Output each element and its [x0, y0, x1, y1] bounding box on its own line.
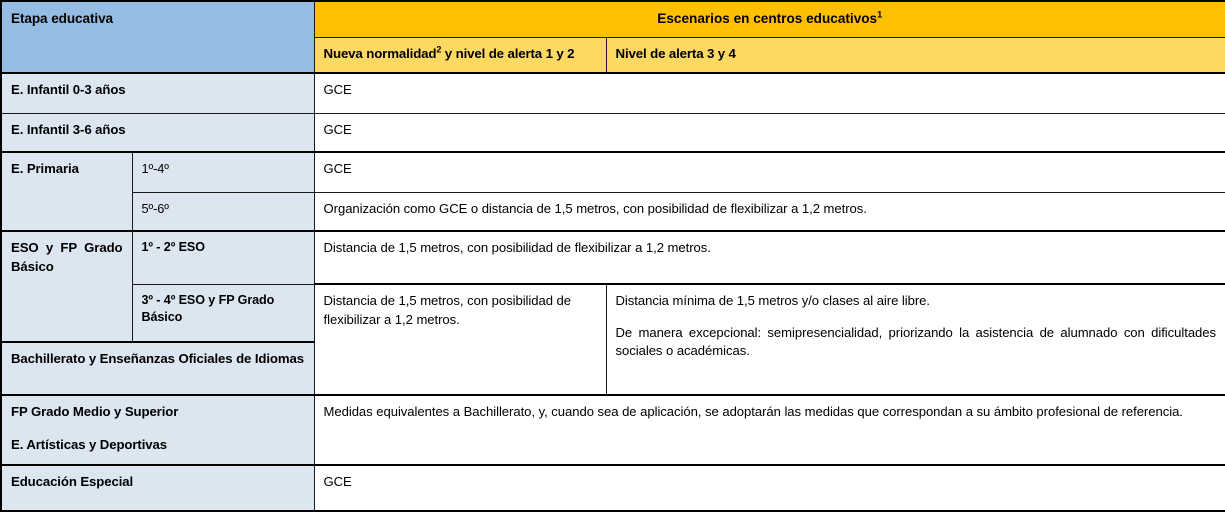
- content-primaria-1-4: GCE: [314, 152, 1225, 192]
- stage-label-infantil-0-3: E. Infantil 0-3 años: [1, 73, 314, 113]
- table-row: [1, 465, 1225, 511]
- header-col-new-normality-label-a: Nueva normalidad: [323, 45, 437, 61]
- table-row: [1, 152, 1225, 192]
- stage-label-eso-fp-basico: ESO y FP Grado Básico: [1, 231, 132, 342]
- header-scenarios-label: Escenarios en centros educativos: [657, 11, 878, 26]
- header-col-new-normality-footnote-marker: 2: [436, 44, 442, 55]
- table-row: [1, 192, 1225, 231]
- stage-label-infantil-3-6: E. Infantil 3-6 años: [1, 113, 314, 152]
- table-row: [1, 284, 1225, 342]
- table-row: [1, 113, 1225, 152]
- header-stage-column: Etapa educativa: [1, 1, 314, 73]
- content-educacion-especial: GCE: [314, 465, 1225, 511]
- content-alert-paragraph-2: De manera excepcional: semipresencialidad, priorizando la asistencia de alumnado con dificultades sociales o académicas.: [615, 324, 1217, 359]
- header-col-new-normality: [314, 37, 606, 73]
- header-scenarios-footnote-marker: 1: [877, 9, 883, 20]
- stage-label-bachillerato-idiomas: Bachillerato y Enseñanzas Oficiales de Idiomas: [1, 342, 314, 395]
- sublevel-primaria-1-4: 1º-4º: [132, 152, 314, 192]
- table-row: [1, 231, 1225, 284]
- content-fp-medio-superior: Medidas equivalentes a Bachillerato, y, cuando sea de aplicación, se adoptarán las medidas que correspondan a su ámbito profesional de referencia.: [314, 395, 1225, 465]
- stage-label-line-1: FP Grado Medio y Superior: [11, 404, 179, 419]
- header-scenarios-title: [314, 1, 1225, 37]
- content-eso-1-2: Distancia de 1,5 metros, con posibilidad de flexibilizar a 1,2 metros.: [314, 231, 1225, 284]
- sublevel-eso-1-2: 1º - 2º ESO: [132, 231, 314, 284]
- stage-label-fp-medio-superior-artisticas: [1, 395, 314, 465]
- sublevel-eso-3-4-fp-basico: 3º - 4º ESO y FP Grado Básico: [132, 284, 314, 342]
- content-eso-3-4-alert-3-4: [606, 284, 1225, 395]
- stage-label-primaria: E. Primaria: [1, 152, 132, 231]
- header-col-new-normality-label-b: y nivel de alerta 1 y 2: [441, 45, 575, 61]
- sublevel-primaria-5-6: 5º-6º: [132, 192, 314, 231]
- table-row: [1, 395, 1225, 465]
- stage-label-educacion-especial: Educación Especial: [1, 465, 314, 511]
- content-infantil-0-3: GCE: [314, 73, 1225, 113]
- content-eso-3-4-new-normality: Distancia de 1,5 metros, con posibilidad de flexibilizar a 1,2 metros.: [314, 284, 606, 395]
- table-header-row-top: [1, 1, 1225, 37]
- content-primaria-5-6: Organización como GCE o distancia de 1,5 metros, con posibilidad de flexibilizar a 1,2 metros.: [314, 192, 1225, 231]
- content-alert-paragraph-1: Distancia mínima de 1,5 metros y/o clases al aire libre.: [615, 293, 931, 308]
- content-infantil-3-6: GCE: [314, 113, 1225, 152]
- table-row: [1, 73, 1225, 113]
- header-col-alert-levels-3-4: Nivel de alerta 3 y 4: [606, 37, 1225, 73]
- stage-label-line-2: E. Artísticas y Deportivas: [11, 436, 167, 452]
